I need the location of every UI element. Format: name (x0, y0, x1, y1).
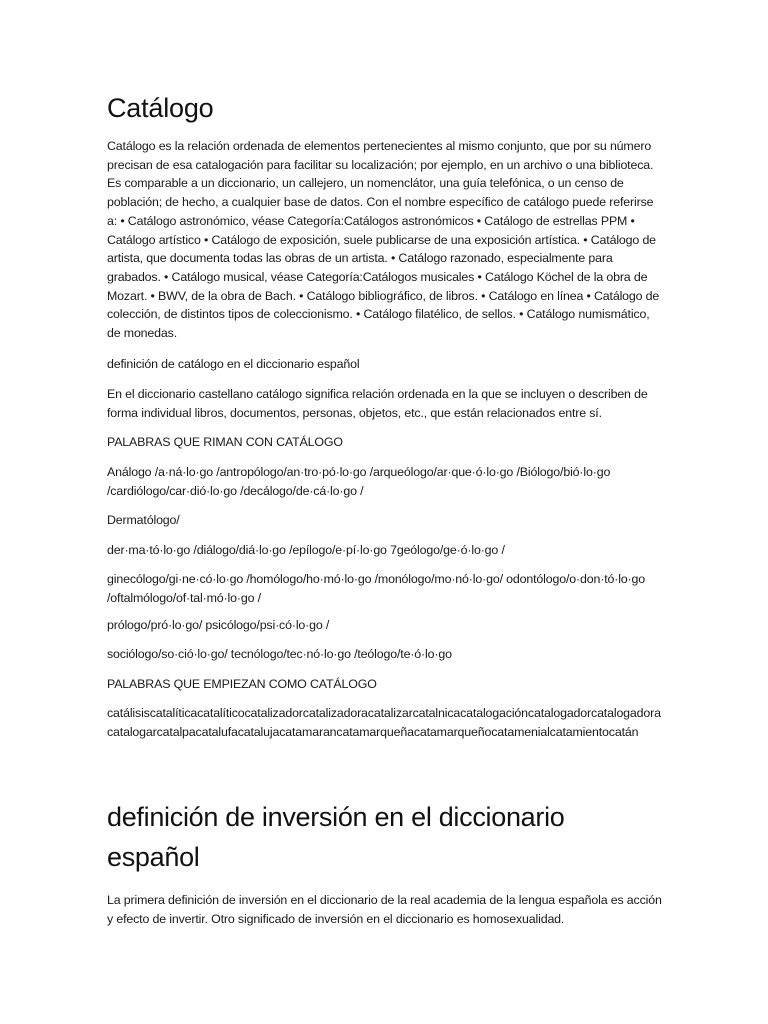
section-title: definición de inversión en el diccionario español (107, 802, 565, 872)
definition-paragraph: En el diccionario castellano catálogo significa relación ordenada en la que se incluyen o describen de forma individual libros, documentos, personas, objetos, etc., que están relacionados entre sí. (107, 387, 648, 420)
definition-subheading: definición de catálogo en el diccionario español (107, 357, 360, 371)
intro-paragraph: Catálogo es la relación ordenada de elementos pertenecientes al mismo conjunto, que por su número precisan de esa catalogación para facilitar su localización; por ejemplo, en un archivo o una biblioteca. Es comparable a un diccionario, un callejero, un nomenclátor, una guía telefónica, o un censo de población; de hecho, a cualquier base de datos. Con el nombre específico de catálogo puede referirse a: • Catálogo astronómico, véase Categoría:Catálogos astronómicos • Catálogo de estrellas PPM • Catálogo artístico • Catálogo de exposición, suele publicarse de una exposición artística. • Catálogo de artista, que documenta todas las obras de un artista. • Catálogo razonado, especialmente para grabados. • Catálogo musical, véase Categoría:Catálogos musicales • Catálogo Köchel de la obra de Mozart. • BWV, de la obra de Bach. • Catálogo bibliográfico, de libros. • Catálogo en línea • Catálogo de colección, de distintos tipos de coleccionismo. • Catálogo filatélico, de sellos. • Catálogo numismático, de monedas. (107, 139, 660, 341)
starts-with-heading: PALABRAS QUE EMPIEZAN COMO CATÁLOGO (107, 677, 377, 691)
rhymes-heading: PALABRAS QUE RIMAN CON CATÁLOGO (107, 435, 343, 449)
rhymes-list-4: ginecólogo/gi·ne·có·lo·go /homólogo/ho·mó·lo·go /monólogo/mo·nó·lo·go/ odontólogo/o·don·tó·lo·go /oftalmólogo/of·tal·mó·lo·go / (107, 572, 646, 605)
rhymes-list-1: Análogo /a·ná·lo·go /antropólogo/an·tro·pó·lo·go /arqueólogo/ar·que·ó·lo·go /Biólogo/bió·lo·go /cardiólogo/car·dió·lo·go /decálogo/de·cá·lo·go / (107, 465, 611, 498)
starts-with-list: catálisiscatalíticacatalíticocatalizadorcatalizadoracatalizarcatalnicacatalogacióncatalogadorcatalogadoracatalogarcatalpacatalufacatalujacatamarancatamarqueñacatamarqueñocatamenialcatamientocatán (107, 706, 661, 739)
rhymes-list-6: sociólogo/so·ció·lo·go/ tecnólogo/tec·nó·lo·go /teólogo/te·ó·lo·go (107, 647, 452, 661)
rhymes-list-3: der·ma·tó·lo·go /diálogo/diá·lo·go /epílogo/e·pí·lo·go 7geólogo/ge·ó·lo·go / (107, 543, 505, 557)
page-title: Catálogo (107, 93, 214, 123)
inversion-paragraph: La primera definición de inversión en el diccionario de la real academia de la lengua española es acción y efecto de invertir. Otro significado de inversión en el diccionario es homosexualidad. (107, 893, 662, 926)
rhymes-list-5: prólogo/pró·lo·go/ psicólogo/psi·có·lo·go / (107, 618, 330, 632)
rhymes-list-2: Dermatólogo/ (107, 513, 180, 527)
